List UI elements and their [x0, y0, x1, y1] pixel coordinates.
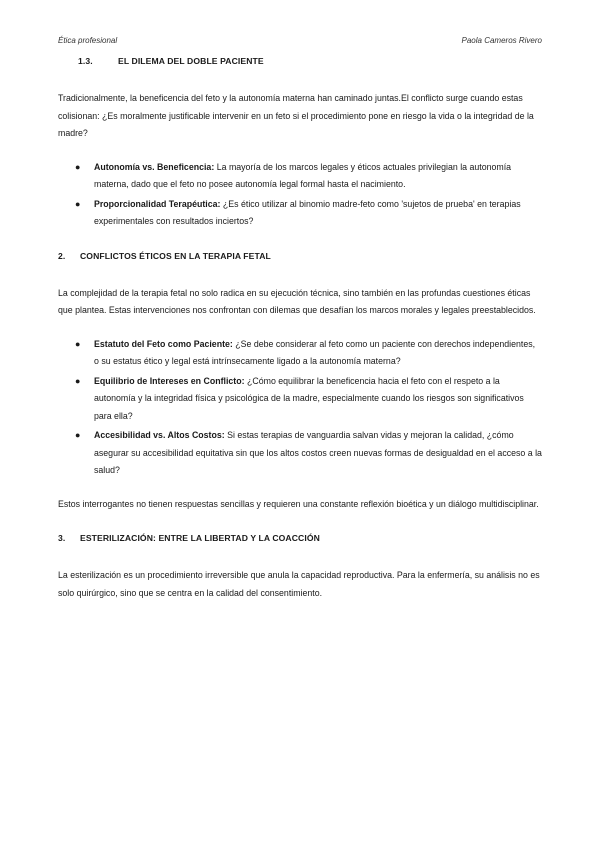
closing-paragraph-2: Estos interrogantes no tienen respuestas sencillas y requieren una constante reflexión bioética y un diálogo multidisciplinar.	[58, 498, 539, 509]
bullet-term: Estatuto del Feto como Paciente:	[94, 338, 233, 349]
bullet-term: Proporcionalidad Terapéutica:	[94, 198, 221, 209]
heading-number: 1.3.	[78, 56, 93, 66]
bullet-text: Si estas terapias de vanguardia salvan vidas y mejoran la calidad, ¿cómo asegurar su accesibilidad equitativa sin que los altos costos creen nuevas formas de desigualdad en el acceso a la salud?	[94, 430, 542, 475]
bullet-text: ¿Cómo equilibrar la beneficencia hacia el feto con el respeto a la autonomía y la integridad física y psicológica de la madre, especialmente cuando los riesgos son significativos para ella?	[94, 375, 524, 421]
bullet-text: La mayoría de los marcos legales y éticos actuales privilegian la autonomía materna, dado que el feto no posee autonomía legal formal hasta el nacimiento.	[94, 161, 512, 189]
bullet-icon: ●	[75, 375, 81, 386]
heading-3	[58, 533, 542, 543]
list-item	[58, 196, 542, 231]
heading-2	[58, 251, 542, 261]
paragraph-3: La esterilización es un procedimiento irreversible que anula la capacidad reproductiva. Para la enfermería, su análisis no es solo quirúrgico, sino que se centra en la calidad del consentimiento.	[58, 570, 540, 598]
list-item	[58, 159, 542, 194]
heading-number: 2.	[58, 250, 66, 261]
heading-title: ESTERILIZACIÓN: ENTRE LA LIBERTAD Y LA COACCIÓN	[80, 533, 320, 543]
bullet-list-1-3	[58, 159, 542, 231]
bullet-icon: ●	[75, 338, 81, 349]
bullet-icon: ●	[75, 430, 81, 440]
bullet-term: Accesibilidad vs. Altos Costos:	[94, 430, 225, 440]
heading-1-3	[58, 56, 542, 66]
heading-title: EL DILEMA DEL DOBLE PACIENTE	[118, 56, 264, 66]
bullet-list-2	[58, 336, 542, 480]
bullet-icon: ●	[75, 161, 81, 172]
bullet-icon: ●	[75, 198, 81, 209]
page-header	[58, 36, 542, 45]
heading-title: CONFLICTOS ÉTICOS EN LA TERAPIA FETAL	[80, 250, 271, 261]
header-course: Ética profesional	[58, 36, 118, 45]
document-body	[58, 56, 542, 602]
paragraph-2: La complejidad de la terapia fetal no solo radica en su ejecución técnica, sino también en las profundas cuestiones éticas que plantea. Estas intervenciones nos confrontan con dilemas que desafían los marcos morales y legales preestablecidos.	[58, 287, 536, 315]
list-item	[58, 373, 542, 426]
bullet-term: Equilibrio de Intereses en Conflicto:	[94, 375, 245, 386]
heading-number: 3.	[58, 533, 66, 543]
list-item	[58, 427, 542, 480]
bullet-term: Autonomía vs. Beneficencia:	[94, 161, 215, 172]
bullet-text: ¿Es ético utilizar al binomio madre-feto como 'sujetos de prueba' en terapias experimentales con resultados inciertos?	[94, 198, 521, 226]
list-item	[58, 336, 542, 371]
bullet-text: ¿Se debe considerar al feto como un paciente con derechos independientes, o su estatus ético y legal está intrínsecamente ligado a la autonomía materna?	[94, 338, 536, 366]
paragraph-1-3: Tradicionalmente, la beneficencia del feto y la autonomía materna han caminado juntas.El conflicto surge cuando estas colisionan: ¿Es moralmente justificable intervenir en un feto si el procedimiento pone en riesgo la vida o la integridad de la madre?	[58, 93, 534, 138]
header-author: Paola Cameros Rivero	[461, 36, 542, 45]
